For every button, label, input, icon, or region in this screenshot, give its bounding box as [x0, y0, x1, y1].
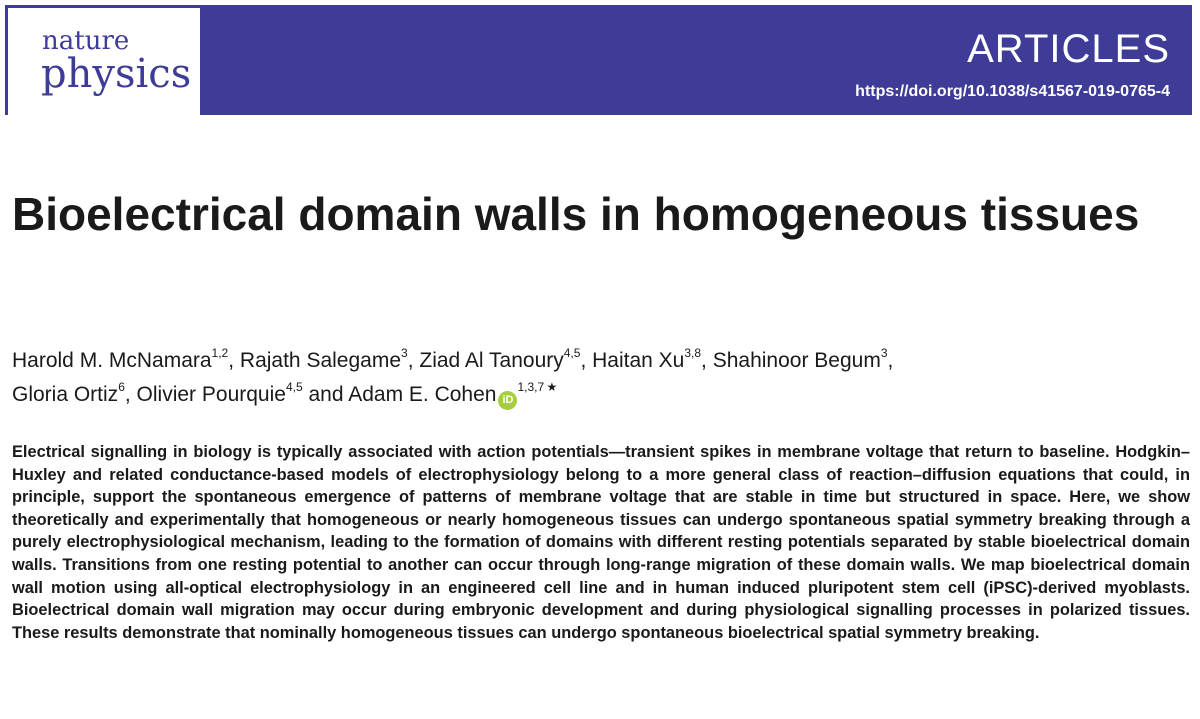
- author-affiliation: 4,5: [563, 346, 581, 360]
- journal-logo[interactable]: [8, 8, 200, 115]
- author-last-separator: and: [302, 383, 349, 406]
- author-name[interactable]: Rajath Salegame: [239, 349, 402, 372]
- author-affiliation: 3: [401, 346, 408, 360]
- author-affiliation: 3: [880, 346, 888, 360]
- author-separator: ,: [407, 349, 420, 372]
- author-name[interactable]: Haitan Xu: [592, 349, 685, 372]
- author-affiliation: 1,2: [211, 346, 229, 360]
- author-separator: ,: [887, 349, 894, 372]
- section-label: ARTICLES: [967, 27, 1170, 71]
- author-separator: ,: [228, 349, 240, 372]
- doi-link[interactable]: https://doi.org/10.1038/s41567-019-0765-4: [855, 83, 1170, 100]
- author-name[interactable]: Shahinoor Begum: [712, 349, 881, 372]
- author-affiliation: 1,3,7 ★: [517, 380, 558, 394]
- author-separator: ,: [124, 383, 137, 406]
- logo-line-nature: nature: [42, 26, 130, 56]
- author-list: [12, 344, 1187, 412]
- author-name[interactable]: Olivier Pourquie: [136, 383, 286, 406]
- author-name[interactable]: Harold M. McNamara: [12, 349, 212, 372]
- author-separator: ,: [701, 349, 713, 372]
- author-name[interactable]: Gloria Ortiz: [12, 383, 119, 406]
- author-separator: ,: [580, 349, 593, 372]
- abstract: Electrical signalling in biology is typically associated with action potentials—transient spikes in membrane voltage that return to baseline. Hodgkin–Huxley and related conductance-based models of electrophysiology belong to a more general class of reaction–diffusion equations that could, in principle, support the spontaneous emergence of patterns of membrane voltage that are stable in time but structured in space. Here, we show theoretically and experimentally that homogeneous or nearly homogeneous tissues can undergo spontaneous spatial symmetry breaking through a purely electrophysiological mechanism, leading to the formation of domains with different resting potentials separated by stable bioelectrical domain walls. Transitions from one resting potential to another can occur through long-range migration of these domain walls. We map bioelectrical domain wall motion using all-optical electrophysiology in an engineered cell line and in human induced pluripotent stem cell (iPSC)-derived myoblasts. Bioelectrical domain wall migration may occur during embryonic development and during physiological signalling processes in polarized tissues. These results demonstrate that nominally homogeneous tissues can undergo spontaneous bioelectrical spatial symmetry breaking.: [12, 443, 1190, 642]
- logo-line-physics: physics: [41, 51, 192, 97]
- author-name[interactable]: Ziad Al Tanoury: [419, 349, 564, 372]
- author-affiliation: 3,8: [684, 346, 702, 360]
- author-name[interactable]: Adam E. Cohen: [348, 383, 497, 406]
- author-affiliation: 4,5: [285, 380, 303, 394]
- orcid-icon[interactable]: iD: [498, 391, 517, 410]
- article-title: Bioelectrical domain walls in homogeneous tissues: [12, 188, 1140, 240]
- author-affiliation: 6: [118, 380, 125, 394]
